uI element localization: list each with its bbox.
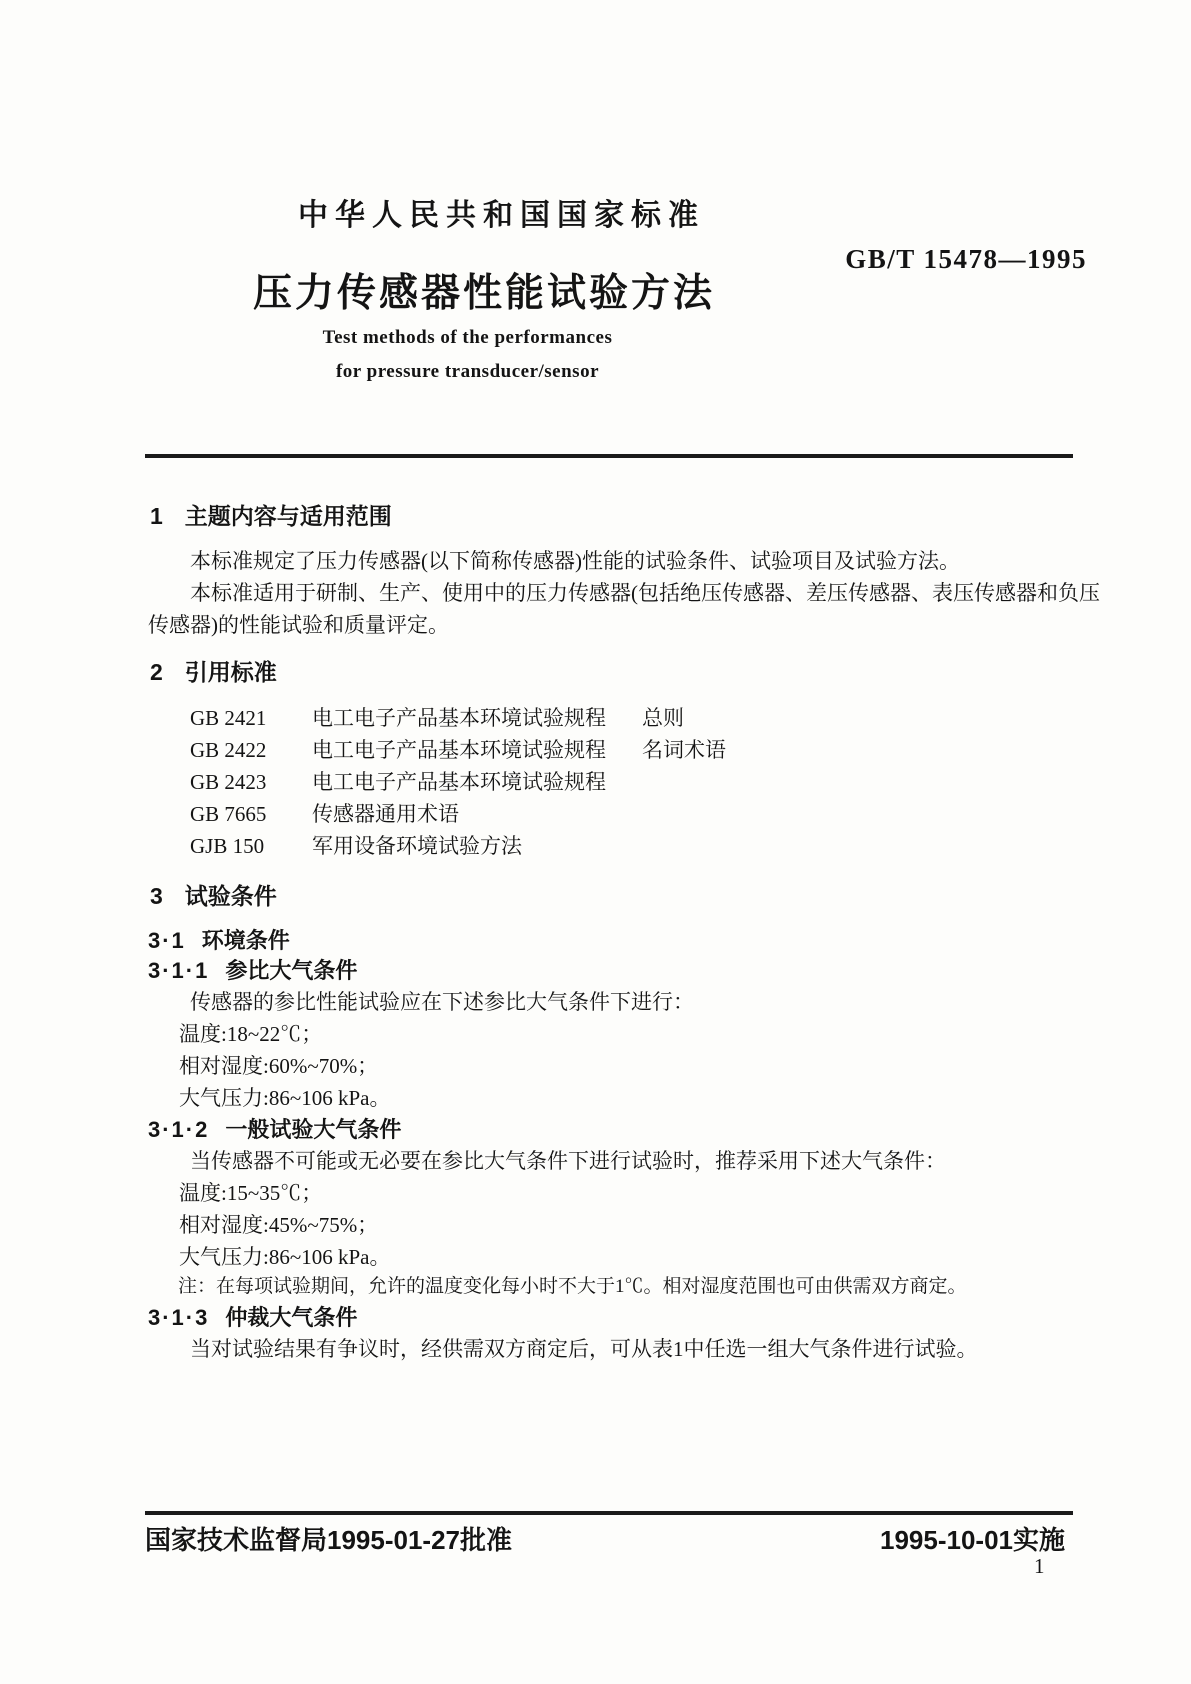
footer-approval: 国家技术监督局1995-01-27批准 bbox=[145, 1525, 512, 1555]
reference-title: 电工电子产品基本环境试验规程 bbox=[312, 706, 606, 730]
section-3-1-heading bbox=[148, 924, 290, 955]
section-3-1-3-number: 3·1·3 bbox=[148, 1305, 210, 1330]
section-3-1-3-heading bbox=[148, 1301, 357, 1332]
reference-item bbox=[190, 830, 726, 862]
section-2-heading bbox=[150, 654, 277, 687]
general-conditions-list bbox=[148, 1177, 390, 1273]
condition-item-humidity: 相对湿度:60%~70%； bbox=[179, 1054, 379, 1078]
section-3-heading bbox=[150, 878, 277, 911]
reference-title: 电工电子产品基本环境试验规程 bbox=[312, 738, 606, 762]
reference-item bbox=[190, 798, 726, 830]
document-title-en-line2: for pressure transducer/sensor bbox=[335, 361, 600, 382]
section-3-1-1-intro: 传感器的参比性能试验应在下述参比大气条件下进行： bbox=[190, 990, 694, 1014]
section-3-1-2-heading bbox=[148, 1113, 401, 1144]
reference-item bbox=[190, 766, 726, 798]
condition-item-pressure: 大气压力:86~106 kPa。 bbox=[179, 1245, 391, 1269]
reference-subtitle: 总则 bbox=[642, 706, 684, 730]
condition-item-temperature: 温度:18~22℃； bbox=[179, 1022, 323, 1046]
section-3-1-3-title: 仲裁大气条件 bbox=[225, 1305, 358, 1330]
section-1-title: 主题内容与适用范围 bbox=[184, 503, 392, 529]
reference-title: 电工电子产品基本环境试验规程 bbox=[312, 770, 606, 794]
section-3-1-1-heading bbox=[148, 954, 357, 985]
section-3-1-1-number: 3·1·1 bbox=[148, 958, 210, 983]
section-3-title: 试验条件 bbox=[184, 883, 277, 909]
reference-title: 军用设备环境试验方法 bbox=[312, 834, 522, 858]
document-title-cn: 压力传感器性能试验方法 bbox=[253, 272, 716, 315]
reference-item bbox=[190, 734, 726, 766]
section-3-1-2-title: 一般试验大气条件 bbox=[225, 1117, 402, 1142]
header-divider bbox=[145, 454, 1073, 458]
section-1-heading bbox=[150, 498, 392, 531]
document-title-en-line1: Test methods of the performances bbox=[322, 327, 613, 348]
reference-code: GJB 150 bbox=[190, 834, 265, 858]
reference-code: GB 2421 bbox=[190, 706, 267, 730]
section-3-1-2-intro: 当传感器不可能或无必要在参比大气条件下进行试验时，推荐采用下述大气条件： bbox=[190, 1149, 946, 1173]
reference-code: GB 2423 bbox=[190, 770, 267, 794]
section-1-paragraph-1: 本标准规定了压力传感器(以下简称传感器)性能的试验条件、试验项目及试验方法。 bbox=[190, 549, 960, 573]
reference-conditions-list bbox=[148, 1018, 390, 1114]
reference-title: 传感器通用术语 bbox=[312, 802, 459, 826]
reference-list bbox=[190, 702, 726, 862]
footer-implementation: 1995-10-01实施 bbox=[880, 1525, 1065, 1555]
standard-label: 中华人民共和国国家标准 bbox=[298, 199, 705, 232]
reference-item bbox=[190, 702, 726, 734]
section-3-1-number: 3·1 bbox=[148, 928, 186, 953]
reference-code: GB 2422 bbox=[190, 738, 267, 762]
footer-divider bbox=[145, 1511, 1073, 1515]
section-3-1-title: 环境条件 bbox=[201, 928, 290, 953]
condition-item-pressure: 大气压力:86~106 kPa。 bbox=[179, 1086, 391, 1110]
standard-number: GB/T 15478—1995 bbox=[845, 244, 1087, 274]
page-number: 1 bbox=[1034, 1554, 1045, 1578]
section-1-paragraph-2: 本标准适用于研制、生产、使用中的压力传感器(包括绝压传感器、差压传感器、表压传感器和负压传感器)的性能试验和质量评定。 bbox=[148, 581, 1100, 637]
section-3-1-2-note: 注：在每项试验期间，允许的温度变化每小时不大于1℃。相对湿度范围也可由供需双方商定。 bbox=[178, 1276, 967, 1297]
section-2-number: 2 bbox=[150, 659, 165, 685]
condition-item-humidity: 相对湿度:45%~75%； bbox=[179, 1213, 379, 1237]
section-2-title: 引用标准 bbox=[184, 659, 277, 685]
section-1-number: 1 bbox=[150, 503, 165, 529]
section-3-number: 3 bbox=[150, 883, 165, 909]
reference-subtitle: 名词术语 bbox=[642, 738, 726, 762]
section-3-1-3-paragraph: 当对试验结果有争议时，经供需双方商定后，可从表1中任选一组大气条件进行试验。 bbox=[190, 1337, 978, 1361]
reference-code: GB 7665 bbox=[190, 802, 267, 826]
section-3-1-2-number: 3·1·2 bbox=[148, 1117, 210, 1142]
condition-item-temperature: 温度:15~35℃； bbox=[179, 1181, 323, 1205]
section-3-1-1-title: 参比大气条件 bbox=[225, 958, 358, 983]
